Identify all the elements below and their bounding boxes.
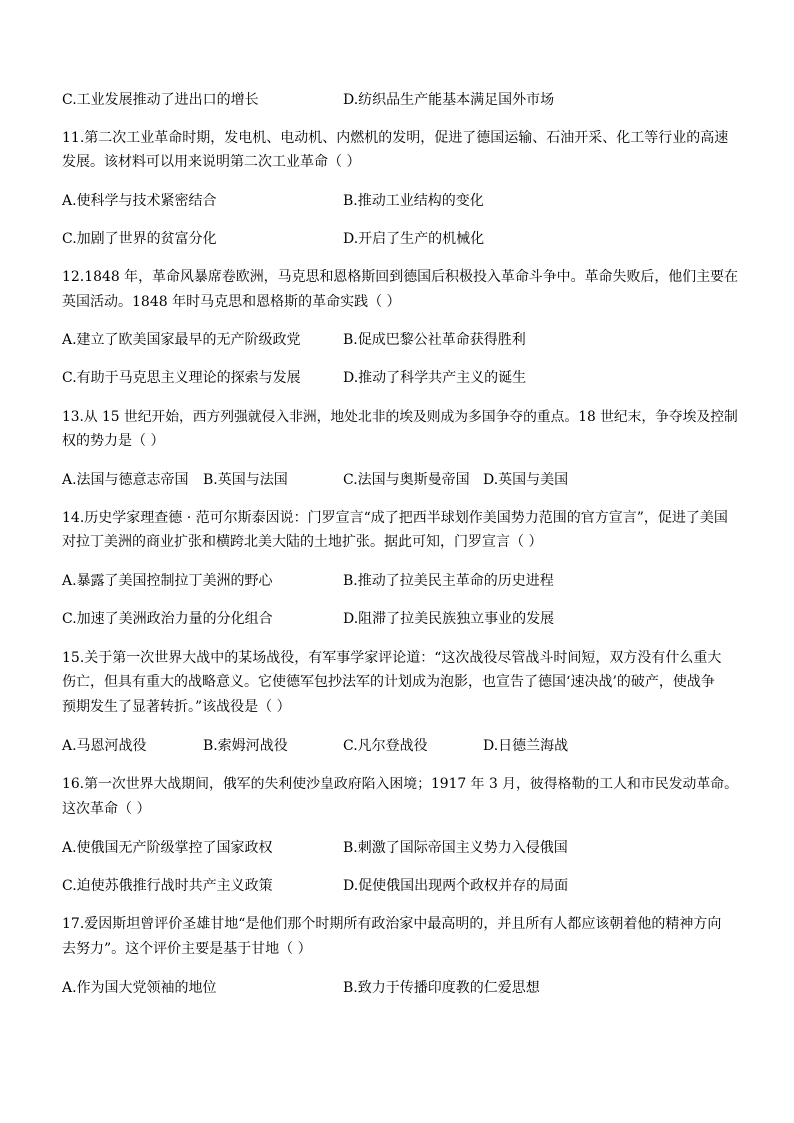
option-d: D.开启了生产的机械化: [343, 231, 485, 247]
option-d: D.英国与美国: [483, 472, 569, 488]
option-a: A.建立了欧美国家最早的无产阶级政党: [62, 332, 301, 348]
option-a: A.使俄国无产阶级掌控了国家政权: [62, 840, 273, 856]
option-b: B.推动工业结构的变化: [343, 193, 484, 209]
option-b: B.刺激了国际帝国主义势力入侵俄国: [343, 840, 568, 856]
question-12-line-2: 英国活动。1848 年时马克思和恩格斯的革命实践（ ）: [62, 294, 401, 310]
question-14-line-1: 14.历史学家理查德 · 范可尔斯泰因说：门罗宣言“成了把西半球划作美国势力范围的官方宣言”，促进了美国: [62, 510, 728, 526]
option-b: B.致力于传播印度教的仁爱思想: [343, 980, 540, 996]
option-d: D.阻滞了拉美民族独立事业的发展: [343, 611, 555, 627]
option-d: D.日德兰海战: [483, 738, 569, 754]
option-b: B.推动了拉美民主革命的历史进程: [343, 573, 554, 589]
option-d: D.促使俄国出现两个政权并存的局面: [343, 878, 569, 894]
option-c: C.迫使苏俄推行战时共产主义政策: [62, 878, 273, 894]
option-a: A.马恩河战役: [62, 738, 147, 754]
question-16-line-2: 这次革命（ ）: [62, 801, 151, 817]
option-c: C.加剧了世界的贫富分化: [62, 231, 217, 247]
question-15-line-3: 预期发生了显著转折。”该战役是（ ）: [62, 699, 291, 715]
option-a: A.暴露了美国控制拉丁美洲的野心: [62, 573, 273, 589]
question-13-line-2: 权的势力是（ ）: [62, 433, 165, 449]
option-a: A.法国与德意志帝国: [62, 472, 189, 488]
option-c: C.加速了美洲政治力量的分化组合: [62, 611, 273, 627]
option-c: C.有助于马克思主义理论的探索与发展: [62, 370, 301, 386]
question-12-line-1: 12.1848 年，革命风暴席卷欧洲，马克思和恩格斯回到德国后积极投入革命斗争中。革命失败后，他们主要在: [62, 269, 739, 285]
option-a: A.作为国大党领袖的地位: [62, 980, 217, 996]
option-d: D.纺织品生产能基本满足国外市场: [343, 92, 555, 108]
question-17-line-1: 17.爱因斯坦曾评价圣雄甘地“是他们那个时期所有政治家中最高明的，并且所有人都应该朝着他的精神方向: [62, 916, 722, 932]
question-13-line-1: 13.从 15 世纪开始，西方列强就侵入非洲，地处北非的埃及则成为多国争夺的重点。18 世纪末，争夺埃及控制: [62, 409, 738, 425]
question-11-line-2: 发展。该材料可以用来说明第二次工业革命（ ）: [62, 154, 361, 170]
question-11-line-1: 11.第二次工业革命时期，发电机、电动机、内燃机的发明，促进了德国运输、石油开采、化工等行业的高速: [62, 130, 729, 146]
option-b: B.英国与法国: [203, 472, 288, 488]
option-b: B.促成巴黎公社革命获得胜利: [343, 332, 526, 348]
question-16-line-1: 16.第一次世界大战期间，俄军的失利使沙皇政府陷入困境；1917 年 3 月，彼得格勒的工人和市民发动革命。: [62, 776, 739, 792]
option-d: D.推动了科学共产主义的诞生: [343, 370, 527, 386]
question-15-line-2: 伤亡，但具有重大的战略意义。它使德军包抄法军的计划成为泡影，也宣告了德国‘速决战’的破产，使战争: [62, 674, 715, 690]
option-b: B.索姆河战役: [203, 738, 288, 754]
question-17-line-2: 去努力”。这个评价主要是基于甘地（ ）: [62, 941, 312, 957]
question-14-line-2: 对拉丁美洲的商业扩张和横跨北美大陆的土地扩张。据此可知，门罗宣言（ ）: [62, 534, 543, 550]
option-c: C.法国与奥斯曼帝国: [343, 472, 470, 488]
option-c: C.工业发展推动了进出口的增长: [62, 92, 259, 108]
option-c: C.凡尔登战役: [343, 738, 428, 754]
option-a: A.使科学与技术紧密结合: [62, 193, 217, 209]
question-15-line-1: 15.关于第一次世界大战中的某场战役，有军事学家评论道：“这次战役尽管战斗时间短，双方没有什么重大: [62, 650, 722, 666]
